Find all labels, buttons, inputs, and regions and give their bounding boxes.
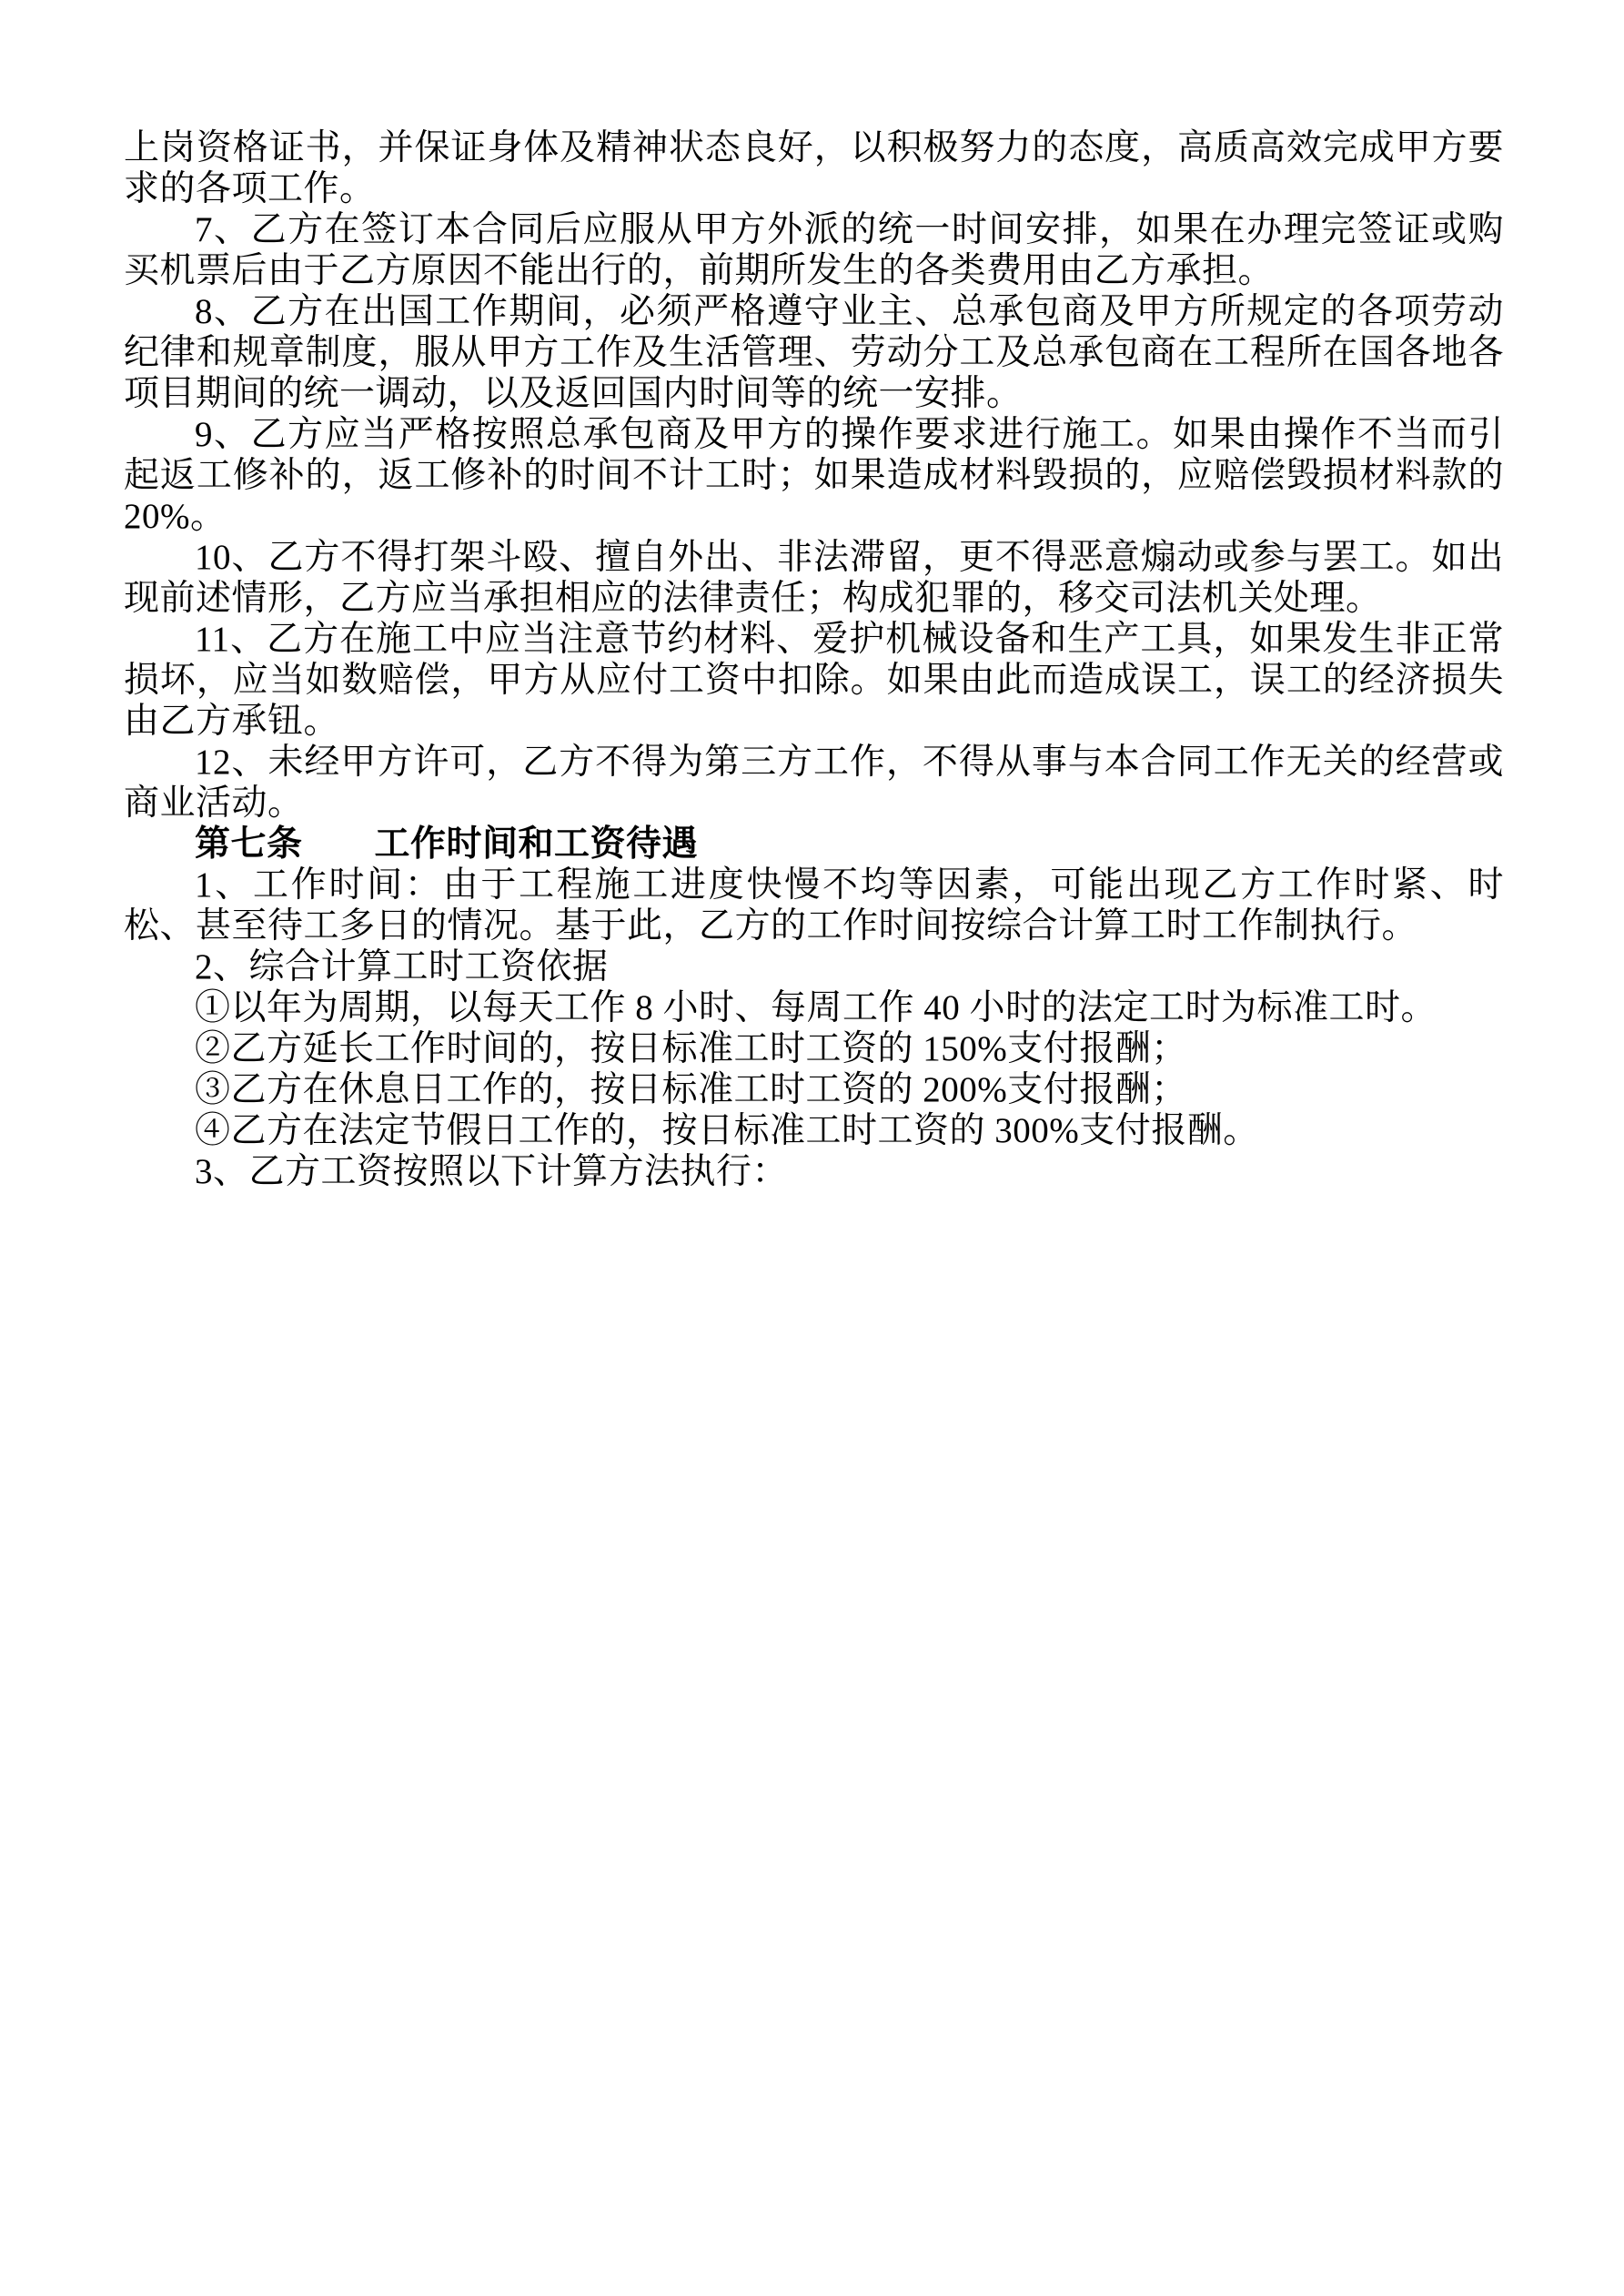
paragraph: ③乙方在休息日工作的，按日标准工时工资的 200%支付报酬；: [195, 1070, 1187, 1109]
paragraph: 1、工作时间：由于工程施工进度快慢不均等因素，可能出现乙方工作时紧、时松、甚至待工多日的情况。基于此，乙方的工作时间按综合计算工时工作制执行。: [124, 865, 1504, 946]
paragraph: 3、乙方工资按照以下计算方法执行：: [195, 1152, 789, 1191]
paragraph: ②乙方延长工作时间的，按日标准工时工资的 150%支付报酬；: [195, 1029, 1187, 1068]
paragraph: 8、乙方在出国工作期间，必须严格遵守业主、总承包商及甲方所规定的各项劳动纪律和规章制度，服从甲方工作及生活管理、劳动分工及总承包商在工程所在国各地各项目期间的统一调动，以及返回国内时间等的统一安排。: [124, 292, 1504, 413]
paragraph: 7、乙方在签订本合同后应服从甲方外派的统一时间安排，如果在办理完签证或购买机票后由于乙方原因不能出行的，前期所发生的各类费用由乙方承担。: [124, 210, 1504, 290]
paragraph: ①以年为周期，以每天工作 8 小时、每周工作 40 小时的法定工时为标准工时。: [195, 988, 1437, 1027]
paragraph: 9、乙方应当严格按照总承包商及甲方的操作要求进行施工。如果由操作不当而引起返工修补的，返工修补的时间不计工时；如果造成材料毁损的，应赔偿毁损材料款的 20%。: [124, 415, 1504, 536]
document-body: [124, 127, 1504, 1192]
paragraph: 10、乙方不得打架斗殴、擅自外出、非法滞留，更不得恶意煽动或参与罢工。如出现前述情形，乙方应当承担相应的法律责任；构成犯罪的，移交司法机关处理。: [124, 538, 1504, 618]
paragraph: 上岗资格证书，并保证身体及精神状态良好，以积极努力的态度，高质高效完成甲方要求的各项工作。: [124, 128, 1504, 208]
paragraph: 11、乙方在施工中应当注意节约材料、爱护机械设备和生产工具，如果发生非正常损坏，应当如数赔偿，甲方从应付工资中扣除。如果由此而造成误工，误工的经济损失由乙方承钮。: [124, 620, 1504, 741]
paragraph: ④乙方在法定节假日工作的，按日标准工时工资的 300%支付报酬。: [195, 1111, 1259, 1150]
paragraph: 2、综合计算工时工资依据: [195, 947, 609, 986]
section-heading: 第七条 工作时间和工资待遇: [195, 824, 699, 864]
paragraph: 12、未经甲方许可，乙方不得为第三方工作，不得从事与本合同工作无关的经营或商业活动。: [124, 743, 1504, 823]
